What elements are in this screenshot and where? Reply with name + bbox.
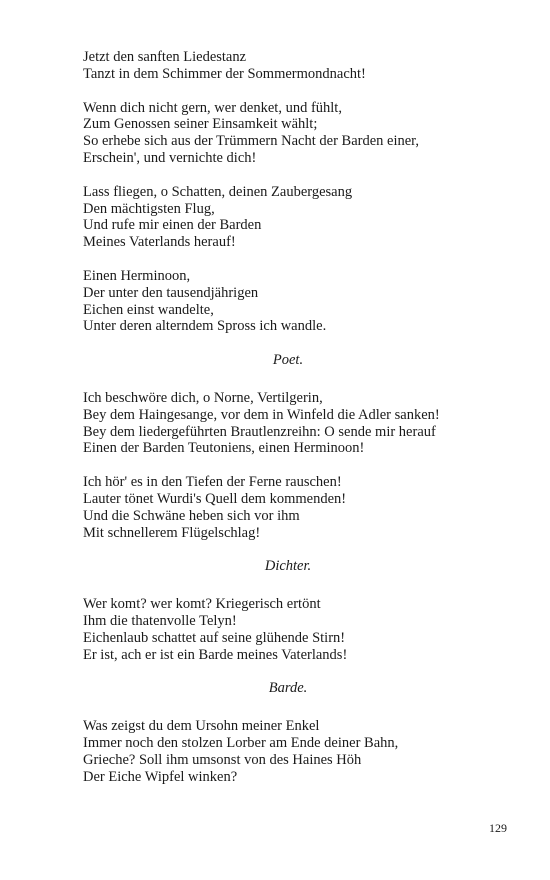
verse-line: Lass fliegen, o Schatten, deinen Zaubergesang (83, 183, 353, 200)
stanza (83, 100, 493, 167)
verse-line: Unter deren alterndem Spross ich wandle. (83, 318, 327, 335)
verse-line: Den mächtigsten Flug, (83, 200, 215, 217)
verse-line: Der unter den tausendjährigen (83, 284, 259, 301)
verse-line: Ich beschwöre dich, o Norne, Vertilgerin, (83, 389, 323, 406)
verse-line: Ihm die thatenvolle Telyn! (83, 612, 237, 629)
verse-line: Zum Genossen seiner Einsamkeit wählt; (83, 116, 318, 133)
stanza (83, 390, 493, 457)
stanza (83, 474, 493, 541)
verse-line: Und die Schwäne heben sich vor ihm (83, 507, 300, 524)
poem-page (83, 49, 493, 802)
stanza (83, 268, 493, 335)
verse-line: Ich hör' es in den Tiefen der Ferne rauschen! (83, 474, 342, 491)
verse-line: Und rufe mir einen der Barden (83, 217, 262, 234)
verse-line: Meines Vaterlands herauf! (83, 234, 236, 251)
verse-line: Erschein', und vernichte dich! (83, 149, 257, 166)
stanza (83, 718, 493, 785)
verse-line: Wer komt? wer komt? Kriegerisch ertönt (83, 596, 321, 613)
speaker-heading: Poet. (272, 352, 304, 369)
verse-line: Der Eiche Wipfel winken? (83, 768, 238, 785)
verse-line: Mit schnellerem Flügelschlag! (83, 524, 261, 541)
verse-line: Bey dem Haingesange, vor dem in Winfeld die Adler sanken! (83, 406, 440, 423)
stanza (83, 184, 493, 251)
verse-line: Er ist, ach er ist ein Barde meines Vaterlands! (83, 646, 348, 663)
verse-line: So erhebe sich aus der Trümmern Nacht der Barden einer, (83, 133, 420, 150)
verse-line: Eichen einst wandelte, (83, 301, 214, 318)
verse-line: Wenn dich nicht gern, wer denket, und fühlt, (83, 99, 342, 116)
speaker-heading: Dichter. (264, 558, 312, 575)
verse-line: Tanzt in dem Schimmer der Sommermondnacht! (83, 65, 366, 82)
verse-line: Einen der Barden Teutoniens, einen Herminoon! (83, 440, 365, 457)
verse-line: Eichenlaub schattet auf seine glühende Stirn! (83, 629, 346, 646)
verse-line: Was zeigst du dem Ursohn meiner Enkel (83, 718, 320, 735)
stanza (83, 596, 493, 663)
verse-line: Lauter tönet Wurdi's Quell dem kommenden! (83, 490, 347, 507)
page-number: 129 (489, 821, 507, 835)
verse-line: Jetzt den sanften Liedestanz (83, 49, 247, 65)
speaker-heading: Barde. (268, 680, 308, 697)
verse-line: Bey dem liedergeführten Brautlenzreihn: O sende mir herauf (83, 423, 436, 440)
stanza (83, 49, 493, 83)
verse-line: Immer noch den stolzen Lorber am Ende deiner Bahn, (83, 734, 399, 751)
verse-line: Einen Herminoon, (83, 267, 191, 284)
verse-line: Grieche? Soll ihm umsonst von des Haines Höh (83, 751, 362, 768)
